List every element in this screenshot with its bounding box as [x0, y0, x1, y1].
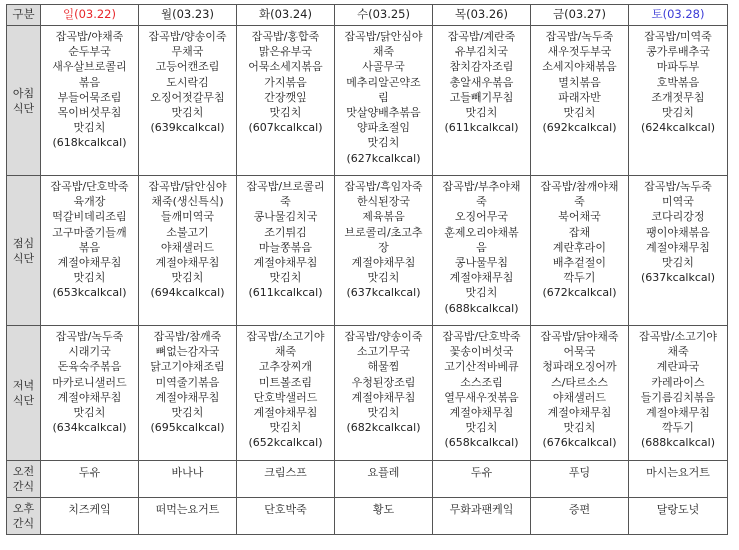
menu-item: 채죽	[667, 345, 689, 359]
menu-cell	[531, 26, 629, 176]
menu-item: (692kcalkcal)	[542, 121, 617, 135]
menu-item: 맛김치	[73, 121, 106, 135]
menu-item: 계절야채무침	[547, 406, 612, 420]
menu-item: (639kcalkcal)	[150, 121, 225, 135]
menu-item: 잡곡밥/소고기야	[638, 330, 718, 343]
menu-item: 맛김치	[662, 256, 694, 270]
menu-item: 맛김치	[269, 421, 302, 435]
menu-item: 떠먹는요거트	[155, 503, 220, 516]
menu-item: 볶음	[78, 75, 101, 89]
menu-item: 어묵국	[563, 345, 596, 359]
menu-item: 음	[476, 240, 487, 254]
day-header-fri: 금(03.27)	[531, 5, 629, 26]
menu-item: 들기름김치볶음	[640, 390, 716, 404]
menu-item: 콩나물무침	[454, 256, 509, 270]
day-header-thu: 목(03.26)	[433, 5, 531, 26]
menu-item: 마시는요거트	[646, 466, 710, 479]
menu-item: 맛김치	[171, 406, 204, 420]
menu-item: 유부김치국	[454, 45, 509, 59]
menu-item: 해물찜	[367, 360, 400, 374]
menu-item: 청파래오징어까	[542, 360, 617, 374]
afternoon-snack-label	[7, 498, 41, 535]
menu-item: 맛김치	[662, 106, 694, 120]
menu-item: 잡곡밥/참깨죽	[153, 330, 222, 343]
menu-item: 배추겉절이	[552, 256, 607, 270]
menu-item: 맛김치	[269, 106, 302, 120]
menu-item: (688kcalkcal)	[640, 436, 715, 450]
menu-cell	[335, 26, 433, 176]
menu-item: 닭고기야채조림	[150, 360, 225, 374]
menu-item: 조기튀김	[264, 225, 307, 239]
menu-item: 맛살양배추볶음	[346, 106, 421, 120]
menu-item: 부들어묵조림	[57, 90, 122, 104]
menu-item: 맛김치	[465, 421, 498, 435]
menu-item: 잡곡밥/브로콜리	[246, 180, 325, 193]
row-label-line: 오전	[12, 465, 35, 478]
menu-item: 두유	[78, 466, 101, 479]
menu-item: 제육볶음	[362, 210, 405, 224]
menu-item: 마늘쫑볶음	[258, 240, 313, 254]
menu-item: 죽	[476, 195, 487, 209]
afternoon-snack-row	[7, 498, 728, 535]
dinner-row	[7, 326, 728, 461]
menu-item: 고구마줄기들깨	[52, 225, 127, 239]
menu-item: 오징어무국	[454, 210, 509, 224]
menu-cell	[433, 176, 531, 326]
menu-cell	[41, 26, 139, 176]
menu-item: 단호박죽	[264, 503, 307, 516]
menu-cell	[629, 498, 728, 535]
row-label-line: 간식	[12, 517, 35, 530]
menu-item: 잡곡밥/소고기야	[246, 330, 325, 343]
menu-item: 가지볶음	[264, 75, 307, 89]
menu-item: (624kcalkcal)	[640, 121, 715, 135]
menu-item: 계절야채무침	[646, 240, 710, 254]
menu-item: 잡곡밥/닭야채죽	[540, 330, 619, 343]
menu-item: 소스조림	[460, 375, 503, 389]
row-label-line: 저녁	[12, 379, 35, 392]
menu-item: 치즈케잌	[68, 503, 111, 516]
day-header-wed: 수(03.25)	[335, 5, 433, 26]
menu-item: 콩가루배추국	[646, 45, 710, 59]
menu-item: 채죽(생신특식)	[151, 195, 224, 209]
menu-item: 맛김치	[73, 406, 106, 420]
menu-item: 잡곡밥/단호박죽	[50, 180, 129, 193]
menu-item: 도시락김	[166, 75, 209, 89]
menu-item: 잡곡밥/흑임자죽	[344, 180, 423, 193]
menu-cell	[335, 326, 433, 461]
menu-item: 맛김치	[171, 106, 204, 120]
menu-item: 열무새우젓볶음	[444, 390, 519, 404]
morning-snack-row	[7, 461, 728, 498]
menu-item: (611kcalkcal)	[248, 286, 323, 300]
lunch-row	[7, 176, 728, 326]
menu-item: 계절야채무침	[449, 406, 514, 420]
menu-item: 계절야채무침	[57, 256, 122, 270]
menu-item: 계절야채무침	[155, 390, 220, 404]
breakfast-label	[7, 26, 41, 176]
menu-cell	[335, 498, 433, 535]
menu-item: 죽	[280, 195, 291, 209]
menu-cell	[41, 176, 139, 326]
menu-item: 달랑도넛	[656, 503, 700, 516]
menu-item: 야채샐러드	[552, 390, 607, 404]
menu-item: 황도	[372, 503, 395, 516]
menu-item: 육개장	[73, 195, 106, 209]
menu-item: 단호박샐러드	[253, 390, 318, 404]
menu-cell	[237, 326, 335, 461]
menu-item: 잡곡밥/참깨야채	[540, 180, 619, 193]
menu-item: 잡곡밥/야채죽	[55, 30, 124, 43]
menu-item: 계절야채무침	[449, 271, 514, 285]
menu-cell	[139, 26, 237, 176]
menu-item: 맛김치	[367, 136, 400, 150]
menu-item: 떡갈비데리조림	[52, 210, 127, 224]
menu-item: 채죽	[274, 345, 297, 359]
lunch-label	[7, 176, 41, 326]
menu-cell	[433, 461, 531, 498]
menu-item: 북어채국	[558, 210, 601, 224]
menu-item: 간장깻잎	[264, 90, 307, 104]
menu-item: 계절야채무침	[351, 256, 416, 270]
menu-cell	[139, 461, 237, 498]
menu-item: 스/타르소스	[551, 375, 608, 389]
row-label-line: 아침	[12, 86, 35, 100]
weekly-menu-table	[6, 4, 728, 535]
menu-cell	[237, 461, 335, 498]
morning-snack-label	[7, 461, 41, 498]
menu-cell	[531, 498, 629, 535]
menu-item: (694kcalkcal)	[150, 286, 225, 300]
menu-item: 잡곡밥/양송이죽	[148, 30, 227, 43]
menu-cell	[531, 326, 629, 461]
menu-item: 두유	[470, 466, 493, 479]
menu-cell	[237, 176, 335, 326]
menu-item: 계절야채무침	[351, 390, 416, 404]
menu-item: 잡곡밥/녹두죽	[55, 330, 124, 343]
row-label-line: 식단	[12, 101, 35, 115]
menu-cell	[41, 461, 139, 498]
menu-item: 맛김치	[171, 271, 204, 285]
menu-item: 크림스프	[264, 466, 307, 479]
menu-item: 채죽	[372, 45, 395, 59]
menu-cell	[629, 176, 728, 326]
menu-item: 소세지야채볶음	[542, 60, 617, 74]
menu-item: (682kcalkcal)	[346, 421, 421, 435]
menu-item: (637kcalkcal)	[346, 286, 421, 300]
menu-item: 깍두기	[662, 421, 694, 435]
menu-cell	[41, 326, 139, 461]
menu-item: 무채국	[171, 45, 204, 59]
menu-item: (607kcalkcal)	[248, 121, 323, 135]
menu-item: 계절야채무침	[253, 256, 318, 270]
dinner-label	[7, 326, 41, 461]
menu-item: 팽이야채볶음	[646, 225, 710, 239]
menu-item: 맛김치	[367, 271, 400, 285]
menu-cell	[335, 461, 433, 498]
menu-item: 브로콜리/초고추	[344, 225, 423, 239]
menu-item: 총알새우볶음	[449, 75, 514, 89]
day-header-sat: 토(03.28)	[629, 5, 728, 26]
menu-item: (653kcalkcal)	[52, 286, 127, 300]
menu-item: 미역줄기볶음	[155, 375, 220, 389]
menu-item: 맛김치	[465, 106, 498, 120]
menu-item: (637kcalkcal)	[640, 271, 715, 285]
menu-item: 잡곡밥/닭안심야	[344, 30, 423, 43]
menu-cell	[531, 176, 629, 326]
menu-item: 증편	[568, 503, 591, 516]
menu-item: 뼈없는감자국	[155, 345, 220, 359]
menu-item: 목이버섯무침	[57, 106, 122, 120]
menu-item: 파래자반	[558, 90, 601, 104]
menu-item: 고등어캔조림	[155, 60, 220, 74]
menu-body	[7, 26, 728, 535]
menu-cell	[629, 461, 728, 498]
menu-item: 잡채	[568, 225, 591, 239]
menu-item: 새우젓두부국	[547, 45, 612, 59]
menu-item: 우청된장조림	[351, 375, 416, 389]
menu-item: 훈제오리야채볶	[444, 225, 519, 239]
menu-item: 새우살브로콜리	[52, 60, 127, 74]
row-label-line: 점심	[12, 236, 35, 250]
menu-item: 계절야채무침	[253, 406, 318, 420]
menu-item: 미트볼조림	[258, 375, 313, 389]
header-row	[7, 5, 728, 26]
menu-item: (634kcalkcal)	[52, 421, 127, 435]
day-header-sun: 일(03.22)	[41, 5, 139, 26]
menu-item: 푸딩	[568, 466, 591, 479]
menu-cell	[433, 498, 531, 535]
menu-item: (658kcalkcal)	[444, 436, 519, 450]
menu-cell	[433, 26, 531, 176]
menu-item: 계란후라이	[552, 240, 607, 254]
menu-item: 잡곡밥/부추야채	[442, 180, 521, 193]
menu-item: 고추장찌개	[258, 360, 313, 374]
menu-item: 메추리알곤약조	[346, 75, 421, 89]
menu-item: 죽	[574, 195, 585, 209]
menu-item: 돈육숙주볶음	[57, 360, 122, 374]
menu-item: 소불고기	[166, 225, 209, 239]
menu-item: (652kcalkcal)	[248, 436, 323, 450]
menu-item: 한식된장국	[356, 195, 411, 209]
menu-item: 호박볶음	[656, 75, 700, 89]
menu-cell	[139, 326, 237, 461]
menu-item: 깍두기	[563, 271, 596, 285]
menu-item: 꽃송이버섯국	[449, 345, 514, 359]
menu-item: 계란파국	[656, 360, 700, 374]
menu-item: 소고기무국	[356, 345, 411, 359]
menu-item: 사골무국	[362, 60, 405, 74]
menu-item: 잡곡밥/양송이죽	[344, 330, 423, 343]
menu-item: 잡곡밥/단호박죽	[442, 330, 521, 343]
menu-cell	[41, 498, 139, 535]
menu-item: 잡곡밥/미역죽	[644, 30, 712, 43]
menu-cell	[237, 26, 335, 176]
menu-item: 야채샐러드	[160, 240, 215, 254]
corner-label: 구분	[7, 5, 41, 26]
menu-item: (618kcalkcal)	[52, 136, 127, 150]
menu-item: 고기산적바베큐	[444, 360, 519, 374]
menu-item: 들깨미역국	[160, 210, 215, 224]
menu-item: 어묵소세지볶음	[248, 60, 323, 74]
menu-item: 볶음	[78, 240, 101, 254]
menu-item: (695kcalkcal)	[150, 421, 225, 435]
menu-cell	[531, 461, 629, 498]
row-label-line: 오후	[12, 502, 35, 515]
menu-item: 코다리강정	[651, 210, 705, 224]
menu-item: 요플레	[367, 466, 400, 479]
menu-item: (672kcalkcal)	[542, 286, 617, 300]
menu-item: 카레라이스	[651, 375, 705, 389]
row-label-line: 식단	[12, 394, 35, 407]
menu-cell	[139, 176, 237, 326]
menu-item: 양파초절임	[356, 121, 411, 135]
menu-item: (627kcalkcal)	[346, 151, 421, 165]
row-label-line: 간식	[12, 480, 35, 493]
menu-item: (688kcalkcal)	[444, 301, 519, 315]
menu-item: 맑은유부국	[258, 45, 313, 59]
menu-item: 고들빼기무침	[449, 90, 514, 104]
row-label-line: 식단	[12, 251, 35, 265]
menu-item: 오징어젓갈무침	[150, 90, 225, 104]
breakfast-row	[7, 26, 728, 176]
menu-item: 계절야채무침	[646, 406, 710, 420]
menu-item: 무화과팬케잌	[449, 503, 514, 516]
menu-item: 맛김치	[269, 271, 302, 285]
menu-item: 마카로니샐러드	[52, 375, 127, 389]
menu-item: 맛김치	[73, 271, 106, 285]
menu-item: 바나나	[171, 466, 204, 479]
menu-cell	[139, 498, 237, 535]
menu-item: 잡곡밥/계란죽	[447, 30, 516, 43]
menu-cell	[433, 326, 531, 461]
day-header-tue: 화(03.24)	[237, 5, 335, 26]
menu-item: 계절야채무침	[155, 256, 220, 270]
menu-item: (611kcalkcal)	[444, 121, 519, 135]
menu-item: 잡곡밥/닭안심야	[148, 180, 227, 193]
menu-item: 계절야채무침	[57, 390, 122, 404]
menu-item: 순두부국	[68, 45, 111, 59]
menu-item: 미역국	[662, 195, 694, 209]
menu-item: 멸치볶음	[558, 75, 601, 89]
menu-item: (676kcalkcal)	[542, 436, 617, 450]
menu-item: 마파두부	[656, 60, 700, 74]
menu-item: 맛김치	[465, 286, 498, 300]
menu-item: 잡곡밥/녹두죽	[545, 30, 614, 43]
menu-cell	[237, 498, 335, 535]
menu-item: 잡곡밥/홍합죽	[251, 30, 320, 43]
menu-item: 장	[378, 240, 389, 254]
day-header-mon: 월(03.23)	[139, 5, 237, 26]
menu-item: 잡곡밥/녹두죽	[644, 180, 712, 193]
menu-item: 림	[378, 90, 389, 104]
menu-cell	[629, 26, 728, 176]
menu-item: 시래기국	[68, 345, 111, 359]
menu-item: 콩나물김치국	[253, 210, 318, 224]
menu-cell	[629, 326, 728, 461]
menu-item: 참치감자조림	[449, 60, 514, 74]
menu-item: 맛김치	[367, 406, 400, 420]
menu-item: 맛김치	[563, 421, 596, 435]
menu-cell	[335, 176, 433, 326]
menu-item: 맛김치	[563, 106, 596, 120]
menu-item: 조개젓무침	[651, 90, 705, 104]
